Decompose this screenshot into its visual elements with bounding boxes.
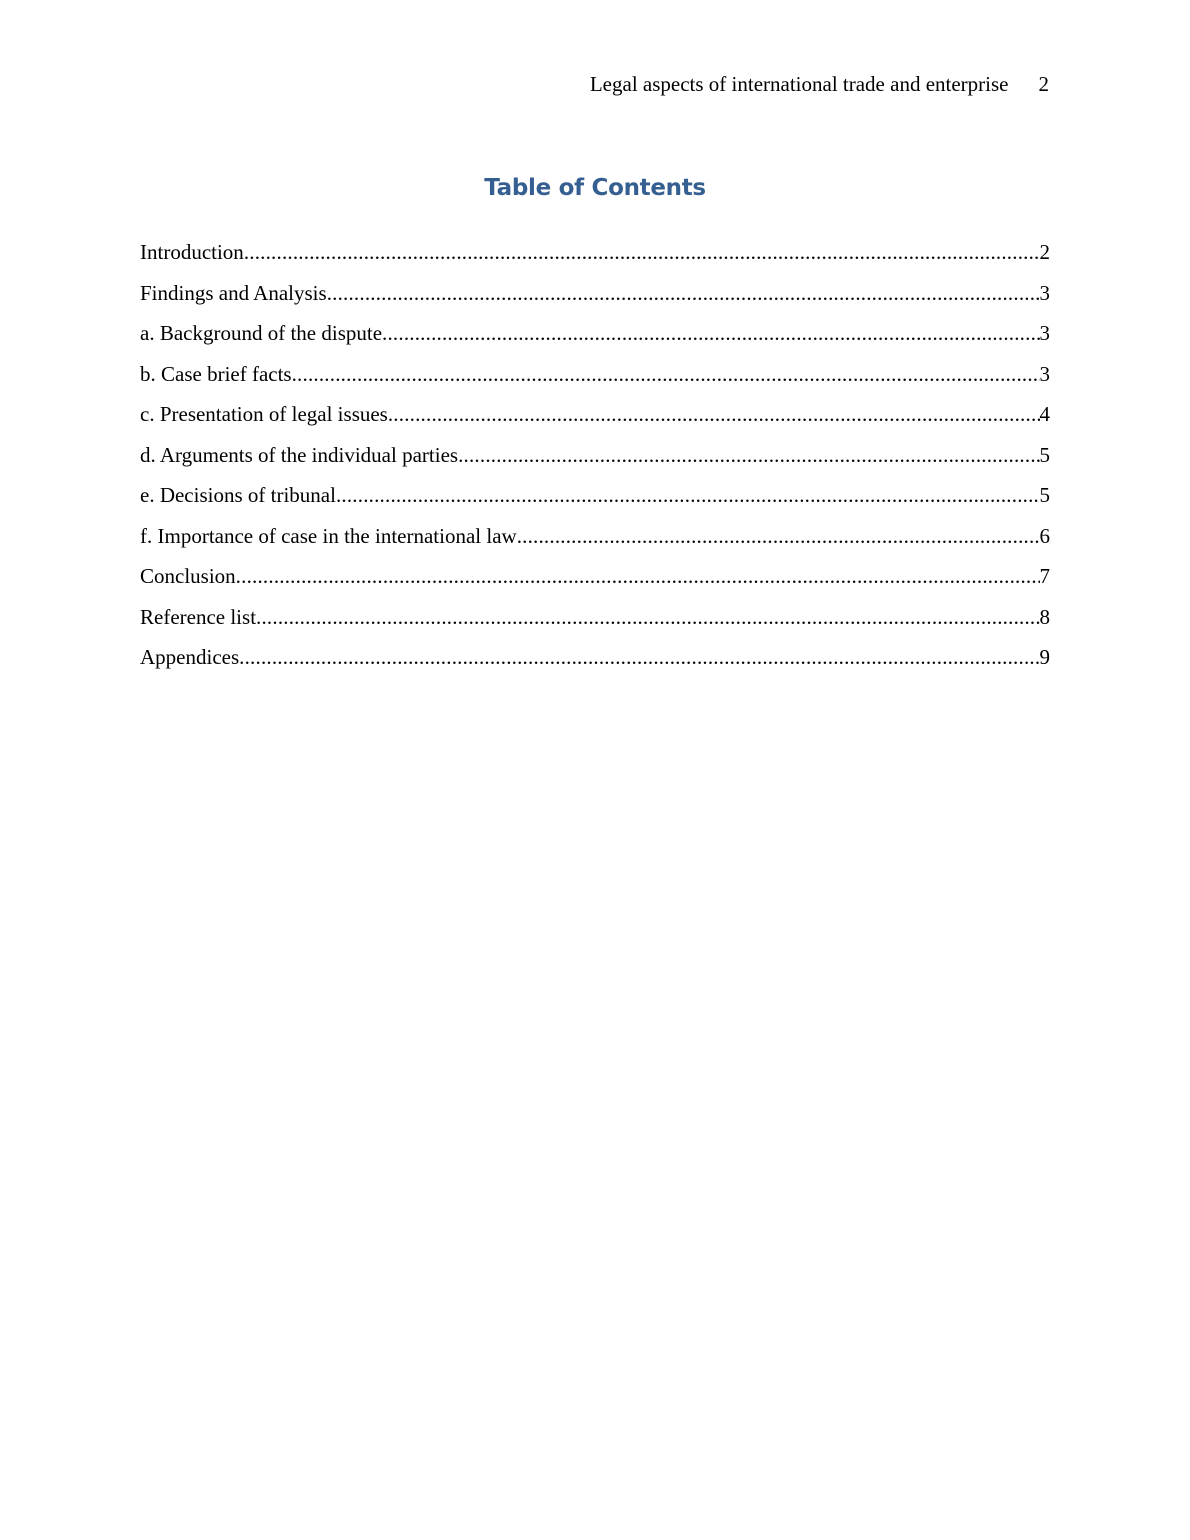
dot-leader xyxy=(236,560,1040,592)
toc-entry-page: 3 xyxy=(1039,280,1050,305)
dot-leader xyxy=(458,439,1039,471)
toc-title: Table of Contents xyxy=(484,175,706,201)
toc-entry-label: Appendices xyxy=(140,645,240,669)
toc-entry-page: 3 xyxy=(1039,361,1050,386)
dot-leader xyxy=(336,479,1040,511)
toc-entry-legal-issues[interactable] xyxy=(140,398,1050,439)
page-number: 2 xyxy=(1038,72,1049,96)
dot-leader xyxy=(239,641,1039,673)
toc-entry-findings-and-analysis[interactable] xyxy=(140,277,1050,318)
toc-entry-introduction[interactable] xyxy=(140,236,1050,277)
toc-entry-appendices[interactable] xyxy=(140,641,1050,682)
toc-entry-page: 4 xyxy=(1039,402,1050,426)
toc-entry-label: Reference list xyxy=(140,604,257,629)
toc-entry-label: Conclusion xyxy=(140,564,236,588)
toc-entry-page: 8 xyxy=(1039,604,1050,629)
toc-entry-page: 5 xyxy=(1039,483,1050,507)
running-header-title: Legal aspects of international trade and enterprise xyxy=(589,72,1009,96)
table-of-contents xyxy=(140,236,1050,682)
toc-entry-page: 2 xyxy=(1039,240,1050,264)
dot-leader xyxy=(244,236,1040,268)
toc-entry-page: 5 xyxy=(1039,442,1050,467)
toc-entry-conclusion[interactable] xyxy=(140,560,1050,601)
toc-entry-page: 3 xyxy=(1039,321,1050,345)
toc-entry-decisions-of-tribunal[interactable] xyxy=(140,479,1050,520)
dot-leader xyxy=(327,277,1040,309)
toc-entry-label: b. Case brief facts xyxy=(140,361,292,386)
dot-leader xyxy=(388,398,1040,430)
toc-entry-page: 6 xyxy=(1039,523,1050,548)
dot-leader xyxy=(517,520,1040,552)
toc-entry-page: 7 xyxy=(1039,564,1050,588)
running-header xyxy=(590,70,1049,98)
toc-entry-label: d. Arguments of the individual parties xyxy=(140,442,459,467)
dot-leader xyxy=(256,601,1039,633)
toc-entry-label: f. Importance of case in the international law xyxy=(140,523,517,548)
toc-entry-reference-list[interactable] xyxy=(140,601,1050,642)
toc-entry-label: a. Background of the dispute xyxy=(140,321,383,345)
toc-entry-arguments-of-parties[interactable] xyxy=(140,439,1050,480)
dot-leader xyxy=(292,358,1040,390)
toc-entry-label: Findings and Analysis xyxy=(140,280,327,305)
toc-entry-background-of-dispute[interactable] xyxy=(140,317,1050,358)
toc-entry-label: e. Decisions of tribunal xyxy=(140,483,336,507)
dot-leader xyxy=(382,317,1039,349)
toc-entry-label: Introduction xyxy=(140,240,244,264)
toc-entry-importance-of-case[interactable] xyxy=(140,520,1050,561)
toc-entry-label: c. Presentation of legal issues xyxy=(140,402,388,426)
toc-entry-case-brief-facts[interactable] xyxy=(140,358,1050,399)
toc-entry-page: 9 xyxy=(1039,645,1050,669)
